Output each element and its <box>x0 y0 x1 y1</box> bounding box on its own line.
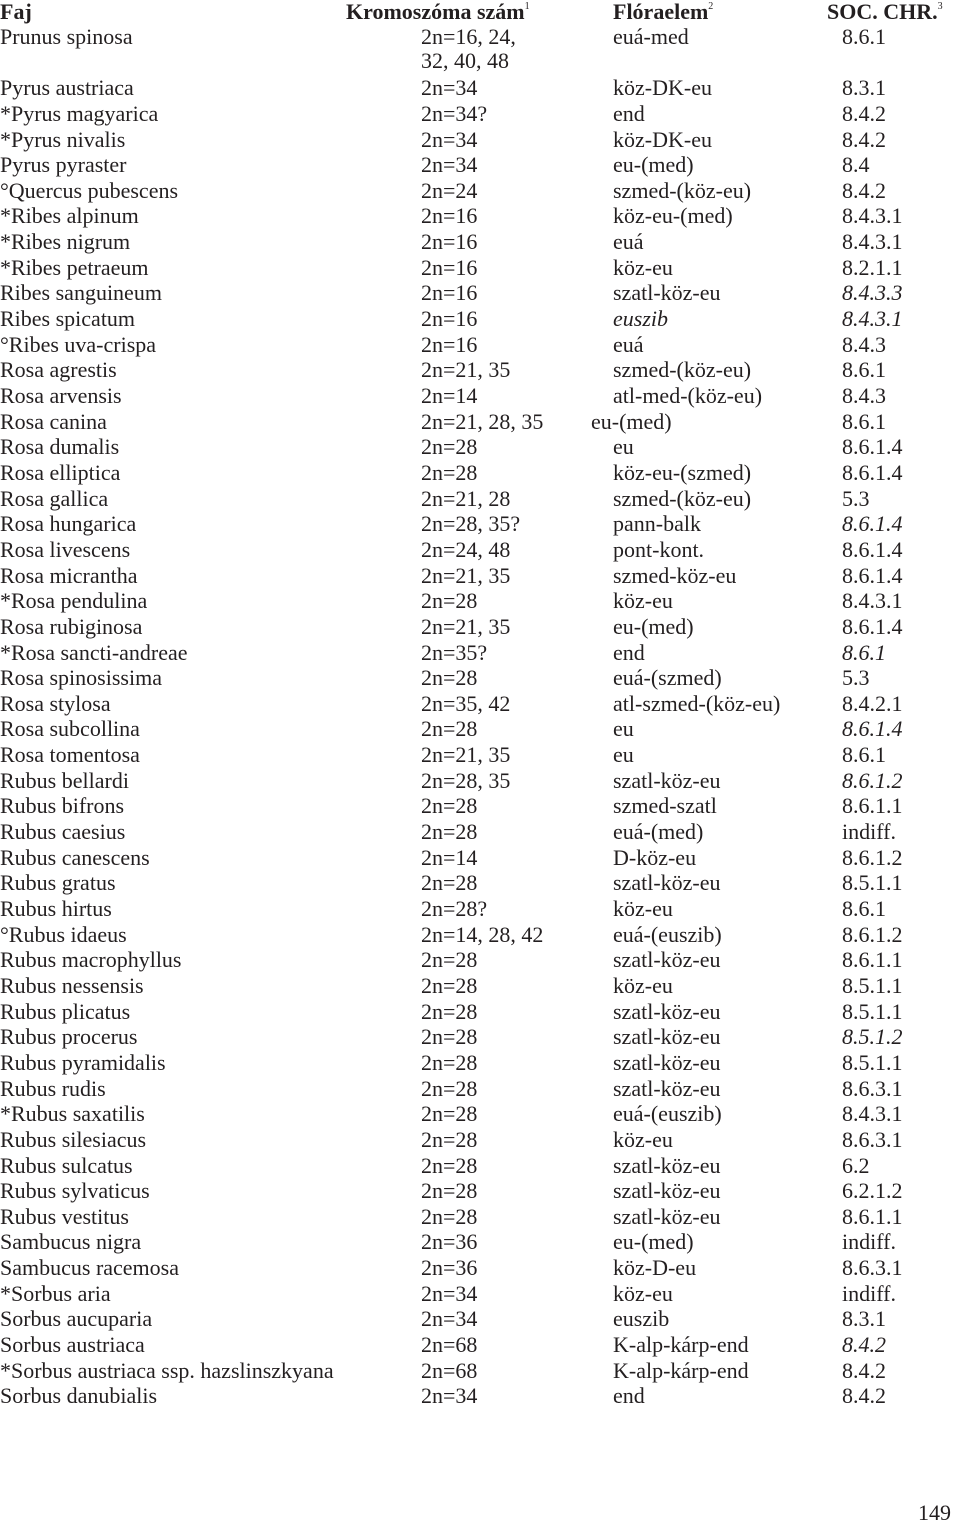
chromosome-number: 2n=68 <box>421 1357 478 1383</box>
soc-chr: 6.2.1.2 <box>842 1178 903 1204</box>
flora-element: atl-med-(köz-eu) <box>613 383 763 408</box>
species-name: Ribes sanguineum <box>0 280 162 306</box>
flora-element: eu-(med) <box>613 152 694 178</box>
soc-chr: 8.4.2.1 <box>842 690 903 716</box>
species-name: Rosa tomentosa <box>0 742 140 768</box>
species-name: Rosa stylosa <box>0 690 111 716</box>
soc-chr: 8.4.2 <box>842 1332 886 1358</box>
chromosome-number: 2n=16 <box>421 306 478 332</box>
chromosome-number: 2n=28 <box>421 1024 478 1050</box>
flora-element: euszib <box>613 306 668 332</box>
soc-chr: 8.4.2 <box>842 126 886 152</box>
flora-element: szatl-köz-eu <box>613 280 721 306</box>
soc-chr: 8.6.1.4 <box>842 459 903 485</box>
species-name: Rubus pyramidalis <box>0 1049 166 1075</box>
soc-chr: 8.6.1 <box>842 408 886 434</box>
species-name: Pyrus pyraster <box>0 152 127 178</box>
chromosome-number: 2n=34 <box>421 75 478 101</box>
header-floraelem: Flóraelem$^2$ <box>613 0 714 24</box>
table-row <box>0 640 960 666</box>
species-name: Rosa livescens <box>0 536 131 562</box>
flora-element: euszib <box>613 1306 670 1332</box>
soc-chr: 8.6.1.1 <box>842 947 903 973</box>
chromosome-number: 2n=21, 35 <box>421 357 511 383</box>
flora-element: eu <box>613 742 634 768</box>
soc-chr: 8.4.3.1 <box>842 1101 903 1127</box>
flora-element: eu <box>613 716 634 742</box>
table-row <box>0 1076 960 1102</box>
soc-chr: 8.4.2 <box>842 100 886 126</box>
chromosome-number: 2n=28 <box>421 870 478 896</box>
soc-chr: 8.4.3.3 <box>842 280 903 306</box>
species-name: Rubus gratus <box>0 870 116 896</box>
chromosome-number: 2n=28 <box>421 1152 478 1178</box>
flora-element: euá-(euszib) <box>613 1101 722 1127</box>
chromosome-number: 2n=36 <box>421 1229 478 1255</box>
table-row <box>0 1101 960 1127</box>
table-row <box>0 1332 960 1358</box>
flora-element: szatl-köz-eu <box>613 870 721 896</box>
chromosome-number: 2n=24, 48 <box>421 536 511 562</box>
table-row <box>0 1229 960 1255</box>
chromosome-number: 2n=28 <box>421 1101 478 1127</box>
soc-chr: 8.4.3 <box>842 331 886 357</box>
table-row <box>0 896 960 922</box>
table-row <box>0 973 960 999</box>
flora-element: szatl-köz-eu <box>613 1024 721 1050</box>
species-name: *Ribes nigrum <box>0 229 131 255</box>
soc-chr: 8.4.3.1 <box>842 306 903 332</box>
soc-chr: 8.5.1.1 <box>842 870 903 896</box>
soc-chr: 8.5.1.2 <box>842 1024 903 1050</box>
species-name: Sorbus austriaca <box>0 1332 145 1358</box>
table-row <box>0 922 960 948</box>
flora-element: euá <box>613 331 644 357</box>
chromosome-number: 2n=34 <box>421 126 478 152</box>
flora-element: szatl-köz-eu <box>613 1049 721 1075</box>
table-row <box>0 614 960 640</box>
flora-element: D-köz-eu <box>613 844 697 870</box>
table-row <box>0 332 960 358</box>
table-row <box>0 75 960 101</box>
species-name: Rubus hirtus <box>0 896 112 921</box>
species-name: Rubus nessensis <box>0 972 144 998</box>
flora-element: szmed-szatl <box>613 793 717 819</box>
flora-element: szmed-(köz-eu) <box>613 177 752 203</box>
species-name: Rubus silesiacus <box>0 1126 147 1152</box>
soc-chr: 8.5.1.1 <box>842 998 903 1024</box>
species-name: Rosa arvensis <box>0 383 122 408</box>
flora-element: szatl-köz-eu <box>613 1075 721 1101</box>
table-row <box>0 588 960 614</box>
soc-chr: 8.6.1.2 <box>842 844 903 870</box>
header-faj: Faj <box>0 0 32 24</box>
species-name: Rubus canescens <box>0 844 150 870</box>
soc-chr: 8.6.3.1 <box>842 1075 903 1101</box>
flora-element: end <box>613 639 645 665</box>
soc-chr: 8.5.1.1 <box>842 1049 903 1075</box>
table-row <box>0 101 960 127</box>
table-row <box>0 24 960 73</box>
species-name: *Pyrus nivalis <box>0 126 126 152</box>
soc-chr: 8.3.1 <box>842 75 886 101</box>
soc-chr: 8.4.2 <box>842 177 886 203</box>
table-row <box>0 127 960 153</box>
species-name: Rosa dumalis <box>0 434 120 460</box>
chromosome-number: 2n=16 <box>421 331 478 357</box>
species-name: Rubus sylvaticus <box>0 1178 150 1204</box>
table-row <box>0 1153 960 1179</box>
chromosome-number: 2n=28? <box>421 896 488 921</box>
header-soc-chr: SOC. CHR.$^3$ <box>827 0 943 24</box>
soc-chr: 8.6.1.4 <box>842 716 903 742</box>
table-row <box>0 229 960 255</box>
chromosome-number: 2n=28 <box>421 972 478 998</box>
chromosome-number: 2n=28, 35? <box>421 511 521 537</box>
flora-element: pann-balk <box>613 511 701 537</box>
soc-chr: 8.6.1.4 <box>842 511 903 537</box>
flora-element: szmed-(köz-eu) <box>613 357 752 383</box>
chromosome-number: 2n=28 <box>421 434 478 460</box>
table-row <box>0 280 960 306</box>
table-row <box>0 306 960 332</box>
flora-element: köz-D-eu <box>613 1255 697 1281</box>
flora-element: euá-med <box>613 24 689 49</box>
soc-chr: 8.6.1.4 <box>842 613 903 639</box>
table-row <box>0 947 960 973</box>
flora-element: eu-(med) <box>591 408 672 434</box>
table-row <box>0 409 960 435</box>
chromosome-number: 2n=28 <box>421 793 478 819</box>
species-name: Rubus bellardi <box>0 767 129 793</box>
species-name: °Quercus pubescens <box>0 177 179 203</box>
species-name: Rosa spinosissima <box>0 665 162 691</box>
soc-chr: 8.6.1.1 <box>842 1203 903 1229</box>
table-row <box>0 178 960 204</box>
table-row <box>0 1050 960 1076</box>
chromosome-number: 2n=34 <box>421 1383 478 1409</box>
footnote-marker: 3 <box>937 1 943 12</box>
table-row <box>0 1306 960 1332</box>
soc-chr: 8.4.2 <box>842 1357 886 1383</box>
flora-element: eu-(med) <box>613 613 694 639</box>
chromosome-number: 2n=34 <box>421 152 478 178</box>
flora-element: köz-eu <box>613 896 673 921</box>
soc-chr: 8.2.1.1 <box>842 254 903 280</box>
chromosome-number: 2n=21, 28, 35 <box>421 408 544 434</box>
species-name: Rosa rubiginosa <box>0 613 143 639</box>
chromosome-number: 2n=28 <box>421 947 478 973</box>
soc-chr: 8.4.3 <box>842 383 886 408</box>
soc-chr: 6.2 <box>842 1152 870 1178</box>
chromosome-number: 2n=14 <box>421 844 478 870</box>
table-row <box>0 434 960 460</box>
flora-element: atl-szmed-(köz-eu) <box>613 690 781 716</box>
chromosome-number: 2n=28 <box>421 459 478 485</box>
flora-element: K-alp-kárp-end <box>613 1357 749 1383</box>
species-name: Pyrus austriaca <box>0 75 134 101</box>
flora-element: köz-eu <box>613 254 673 280</box>
table-row <box>0 716 960 742</box>
species-name: Rosa agrestis <box>0 357 117 383</box>
chromosome-number: 2n=21, 35 <box>421 742 511 768</box>
table-row <box>0 1178 960 1204</box>
table-row <box>0 1358 960 1384</box>
soc-chr: 8.6.1 <box>842 742 886 768</box>
chromosome-number: 2n=28 <box>421 998 478 1024</box>
table-row <box>0 999 960 1025</box>
species-name: Rosa elliptica <box>0 459 121 485</box>
chromosome-number: 2n=28 <box>421 1203 478 1229</box>
chromosome-number: 2n=34 <box>421 1280 478 1306</box>
species-name: Sorbus aucuparia <box>0 1306 153 1332</box>
flora-element: euá <box>613 229 644 255</box>
soc-chr: 8.5.1.1 <box>842 972 903 998</box>
flora-element: szatl-köz-eu <box>613 1203 721 1229</box>
table-row <box>0 255 960 281</box>
table-row <box>0 357 960 383</box>
table-row <box>0 511 960 537</box>
species-name: Rosa micrantha <box>0 562 138 588</box>
chromosome-number: 2n=28 <box>421 665 478 691</box>
species-name: °Ribes uva-crispa <box>0 331 157 357</box>
table-row <box>0 1281 960 1307</box>
chromosome-number: 2n=16 <box>421 203 478 229</box>
species-name: Sorbus danubialis <box>0 1383 158 1409</box>
species-name: Ribes spicatum <box>0 306 136 332</box>
chromosome-number: 2n=28 <box>421 819 478 845</box>
chromosome-number: 2n=28 <box>421 716 478 742</box>
species-name: Rosa canina <box>0 408 107 434</box>
header-kromoszoma: Kromoszóma szám$^1$ <box>346 0 530 24</box>
species-name: Rosa gallica <box>0 485 109 511</box>
flora-element: szatl-köz-eu <box>613 947 721 973</box>
flora-element: pont-kont. <box>613 536 705 562</box>
flora-element: K-alp-kárp-end <box>613 1332 749 1358</box>
chromosome-number: 2n=28 <box>421 1049 478 1075</box>
soc-chr: 5.3 <box>842 665 870 691</box>
chromosome-number: 2n=28 <box>421 588 478 614</box>
species-name: *Rosa sancti-andreae <box>0 639 188 665</box>
soc-chr: 8.6.1 <box>842 357 886 383</box>
species-name: Sambucus racemosa <box>0 1255 179 1281</box>
species-name: *Rosa pendulina <box>0 588 148 614</box>
table-row <box>0 819 960 845</box>
table-row <box>0 203 960 229</box>
soc-chr: indiff. <box>842 1229 896 1255</box>
page-number: 149 <box>918 1500 951 1525</box>
soc-chr: 8.6.1.4 <box>842 434 903 460</box>
soc-chr: 8.6.3.1 <box>842 1126 903 1152</box>
species-name: Rubus caesius <box>0 819 126 845</box>
species-name: Rubus sulcatus <box>0 1152 133 1178</box>
table-row <box>0 870 960 896</box>
chromosome-number: 2n=28 <box>421 1075 478 1101</box>
species-name: Rubus bifrons <box>0 793 125 819</box>
footnote-marker: 1 <box>524 1 530 12</box>
species-name: Rosa hungarica <box>0 511 137 537</box>
flora-element: köz-eu <box>613 1280 673 1306</box>
chromosome-number: 2n=28, 35 <box>421 767 511 793</box>
chromosome-number: 2n=16 <box>421 280 478 306</box>
chromosome-number: 2n=36 <box>421 1255 478 1281</box>
footnote-marker: 2 <box>708 1 714 12</box>
species-name: Rubus procerus <box>0 1024 138 1050</box>
chromosome-number: 2n=14 <box>421 383 478 408</box>
table-row <box>0 845 960 871</box>
species-name: *Ribes petraeum <box>0 254 149 280</box>
soc-chr: 8.4.2 <box>842 1383 886 1409</box>
flora-element: euá-(szmed) <box>613 665 722 691</box>
chromosome-number: 2n=28 <box>421 1178 478 1204</box>
species-name: *Sorbus aria <box>0 1280 111 1306</box>
table-row <box>0 1024 960 1050</box>
table-row <box>0 383 960 409</box>
flora-element: end <box>613 1383 645 1409</box>
table-row <box>0 1255 960 1281</box>
chromosome-number: 2n=16 <box>421 229 478 255</box>
flora-element: szmed-(köz-eu) <box>613 485 752 511</box>
chromosome-number: 2n=28 <box>421 1126 478 1152</box>
flora-element: szatl-köz-eu <box>613 998 721 1024</box>
table-row <box>0 1204 960 1230</box>
chromosome-number: 2n=14, 28, 42 <box>421 921 544 947</box>
soc-chr: 8.6.1 <box>842 896 886 921</box>
table-row <box>0 742 960 768</box>
species-name: Rubus plicatus <box>0 998 131 1024</box>
species-name: *Ribes alpinum <box>0 203 139 229</box>
species-name: Rubus vestitus <box>0 1203 129 1229</box>
species-name: Sambucus nigra <box>0 1229 142 1255</box>
table-row <box>0 1127 960 1153</box>
chromosome-number: 2n=35, 42 <box>421 690 511 716</box>
table-row <box>0 537 960 563</box>
soc-chr: 8.6.1.4 <box>842 562 903 588</box>
chromosome-number: 2n=24 <box>421 177 478 203</box>
soc-chr: 8.4 <box>842 152 870 178</box>
soc-chr: 8.6.3.1 <box>842 1255 903 1281</box>
table-row <box>0 1383 960 1409</box>
table-row <box>0 768 960 794</box>
flora-element: eu-(med) <box>613 1229 694 1255</box>
table-row <box>0 665 960 691</box>
flora-element: köz-DK-eu <box>613 75 712 101</box>
table-row <box>0 152 960 178</box>
chromosome-number: 2n=21, 28 <box>421 485 511 511</box>
flora-element: köz-DK-eu <box>613 126 712 152</box>
soc-chr: 8.6.1.2 <box>842 921 903 947</box>
chromosome-number: 2n=16, 24, <box>421 24 516 49</box>
flora-element: köz-eu <box>613 1126 673 1152</box>
flora-element: szmed-köz-eu <box>613 562 737 588</box>
soc-chr: indiff. <box>842 1280 896 1306</box>
soc-chr: 8.6.1.1 <box>842 793 903 819</box>
flora-element: eu <box>613 434 634 460</box>
flora-element: szatl-köz-eu <box>613 767 721 793</box>
species-name: °Rubus idaeus <box>0 921 127 947</box>
chromosome-number-continued: 32, 40, 48 <box>421 48 509 73</box>
chromosome-number: 2n=35? <box>421 639 488 665</box>
species-name: Rubus macrophyllus <box>0 947 182 973</box>
species-name: *Pyrus magyarica <box>0 100 159 126</box>
flora-element: köz-eu-(med) <box>613 203 733 229</box>
chromosome-number: 2n=34 <box>421 1306 478 1332</box>
table-row <box>0 793 960 819</box>
flora-element: szatl-köz-eu <box>613 1178 721 1204</box>
soc-chr: 8.6.1.2 <box>842 767 903 793</box>
flora-element: end <box>613 100 645 126</box>
soc-chr: 5.3 <box>842 485 870 511</box>
table-row <box>0 691 960 717</box>
soc-chr: 8.6.1 <box>842 24 886 49</box>
soc-chr: 8.4.3.1 <box>842 229 903 255</box>
species-name: Rubus rudis <box>0 1075 106 1101</box>
species-name: *Rubus saxatilis <box>0 1101 145 1127</box>
table-row <box>0 563 960 589</box>
soc-chr: indiff. <box>842 819 896 845</box>
species-name: Prunus spinosa <box>0 24 133 49</box>
flora-element: köz-eu <box>613 588 673 614</box>
species-name: Rosa subcollina <box>0 716 140 742</box>
soc-chr: 8.4.3.1 <box>842 203 903 229</box>
flora-element: euá-(euszib) <box>613 921 722 947</box>
species-name: *Sorbus austriaca ssp. hazslinszkyana <box>0 1357 334 1383</box>
soc-chr: 8.3.1 <box>842 1306 886 1332</box>
chromosome-number: 2n=16 <box>421 254 478 280</box>
soc-chr: 8.4.3.1 <box>842 588 903 614</box>
soc-chr: 8.6.1.4 <box>842 536 903 562</box>
flora-element: szatl-köz-eu <box>613 1152 721 1178</box>
chromosome-number: 2n=68 <box>421 1332 478 1358</box>
chromosome-number: 2n=21, 35 <box>421 562 511 588</box>
flora-element: köz-eu <box>613 972 673 998</box>
table-row <box>0 460 960 486</box>
soc-chr: 8.6.1 <box>842 639 886 665</box>
chromosome-number: 2n=21, 35 <box>421 613 511 639</box>
flora-element: euá-(med) <box>613 819 704 845</box>
flora-element: köz-eu-(szmed) <box>613 459 752 485</box>
chromosome-number: 2n=34? <box>421 100 488 126</box>
table-row <box>0 486 960 512</box>
